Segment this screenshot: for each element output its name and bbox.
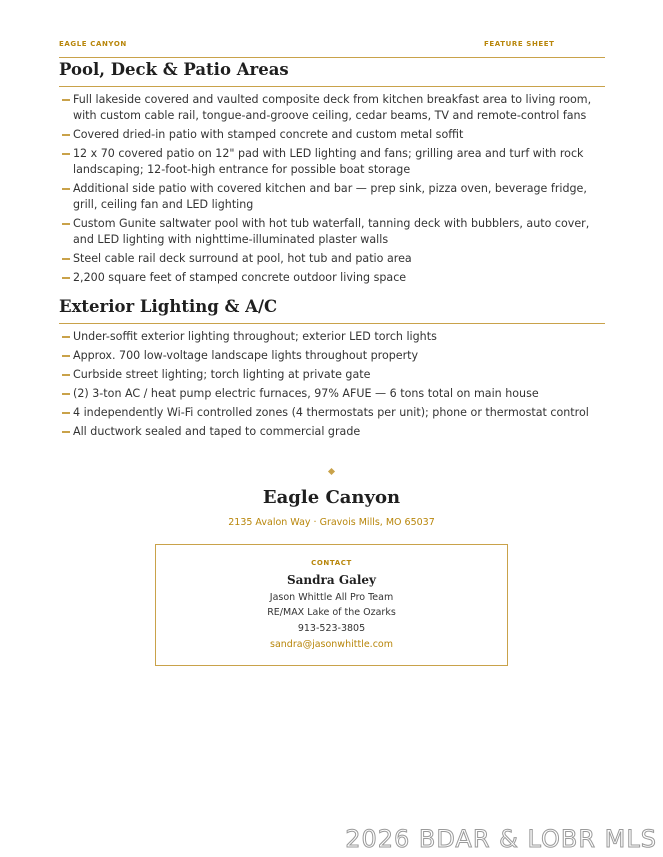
dash-bullet-icon [62, 223, 70, 225]
feature-item-text: (2) 3-ton AC / heat pump electric furnaces, 97% AFUE — 6 tons total on main house [73, 387, 539, 400]
feature-item [59, 92, 605, 124]
section-title-lighting: Exterior Lighting & A/C [59, 297, 278, 316]
section-divider-pool [59, 86, 605, 87]
diamond-ornament-icon [328, 468, 335, 475]
dash-bullet-icon [62, 258, 70, 260]
feature-item [59, 270, 605, 286]
dash-bullet-icon [62, 393, 70, 395]
dash-bullet-icon [62, 153, 70, 155]
feature-item-text: All ductwork sealed and taped to commercial grade [73, 425, 361, 438]
feature-item-text: Steel cable rail deck surround at pool, hot tub and patio area [73, 252, 412, 265]
feature-item [59, 146, 605, 178]
dash-bullet-icon [62, 431, 70, 433]
feature-item [59, 329, 605, 345]
dash-bullet-icon [62, 188, 70, 190]
dash-bullet-icon [62, 412, 70, 414]
agent-brokerage: RE/MAX Lake of the Ozarks [267, 607, 396, 618]
feature-item-text: 4 independently Wi-Fi controlled zones (4 thermostats per unit); phone or thermostat control [73, 406, 589, 419]
feature-item-text: Additional side patio with covered kitchen and bar — prep sink, pizza oven, beverage fridge, grill, ceiling fan and LED lighting [73, 182, 587, 211]
header-divider [59, 57, 605, 58]
feature-item [59, 405, 605, 421]
mls-watermark: 2026 BDAR & LOBR MLS [345, 825, 657, 853]
contact-card [155, 544, 508, 666]
dash-bullet-icon [62, 374, 70, 376]
header-bar [59, 40, 605, 50]
dash-bullet-icon [62, 336, 70, 338]
feature-item [59, 216, 605, 248]
section-divider-lighting [59, 323, 605, 324]
dash-bullet-icon [62, 277, 70, 279]
contact-label: CONTACT [311, 559, 352, 567]
feature-item [59, 367, 605, 383]
pool-feature-list [59, 92, 605, 289]
header-property-label: EAGLE CANYON [59, 40, 127, 48]
feature-item-text: Under-soffit exterior lighting throughout; exterior LED torch lights [73, 330, 437, 343]
dash-bullet-icon [62, 99, 70, 101]
property-name: Eagle Canyon [262, 487, 401, 508]
lighting-feature-list [59, 329, 605, 443]
feature-item-text: Covered dried-in patio with stamped concrete and custom metal soffit [73, 128, 464, 141]
header-doc-type: FEATURE SHEET [484, 40, 555, 48]
agent-email-link[interactable]: sandra@jasonwhittle.com [270, 639, 393, 650]
dash-bullet-icon [62, 134, 70, 136]
feature-item [59, 424, 605, 440]
feature-item [59, 251, 605, 267]
dash-bullet-icon [62, 355, 70, 357]
feature-item [59, 181, 605, 213]
agent-phone: 913-523-3805 [297, 623, 366, 634]
feature-item [59, 386, 605, 402]
feature-item-text: 2,200 square feet of stamped concrete outdoor living space [73, 271, 407, 284]
feature-item-text: Approx. 700 low-voltage landscape lights throughout property [73, 349, 419, 362]
feature-item [59, 348, 605, 364]
agent-name: Sandra Galey [286, 573, 377, 587]
feature-item-text: Full lakeside covered and vaulted composite deck from kitchen breakfast area to living room, with custom cable rail, tongue-and-groove ceiling, cedar beams, TV and remote-control fans [73, 93, 592, 122]
section-title-pool: Pool, Deck & Patio Areas [59, 60, 289, 79]
feature-item-text: 12 x 70 covered patio on 12" pad with LED lighting and fans; grilling area and turf with rock landscaping; 12-foot-high entrance for possible boat storage [73, 147, 584, 176]
property-address: 2135 Avalon Way · Gravois Mills, MO 65037 [228, 517, 435, 528]
feature-item-text: Custom Gunite saltwater pool with hot tub waterfall, tanning deck with bubblers, auto cover, and LED lighting with nighttime-illuminated plaster walls [73, 217, 590, 246]
feature-item-text: Curbside street lighting; torch lighting at private gate [73, 368, 371, 381]
feature-item [59, 127, 605, 143]
agent-team: Jason Whittle All Pro Team [269, 592, 394, 603]
